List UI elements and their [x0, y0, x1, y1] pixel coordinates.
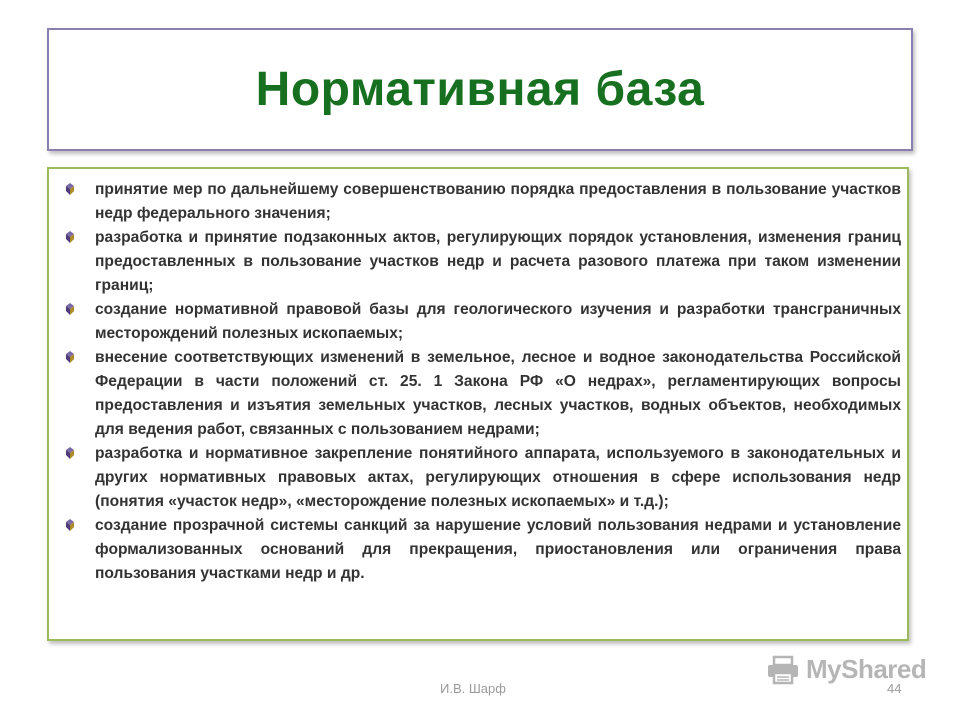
- bullet-item: [63, 442, 901, 514]
- bullet-text: разработка и нормативное закрепление понятийного аппарата, используемого в законодательных и других нормативных правовых актах, регулирующих отношения в сфере использования недр (понятия «участок недр», «месторождение полезных ископаемых» и т.д.);: [95, 445, 901, 510]
- bullet-icon: [63, 182, 77, 196]
- bullet-icon: [63, 230, 77, 244]
- bullet-text: внесение соответствующих изменений в земельное, лесное и водное законодательства Российской Федерации в части положений ст. 25. 1 Закона РФ «О недрах», регламентирующих вопросы предоставления и изъятия земельных участков, лесных участков, водных объектов, необходимых для ведения работ, связанных с пользованием недрами;: [95, 349, 901, 438]
- bullet-icon: [63, 302, 77, 316]
- slide-title: Нормативная база: [255, 63, 705, 116]
- bullet-item: [63, 514, 901, 586]
- bullet-icon: [63, 518, 77, 532]
- content-box: [47, 167, 909, 641]
- watermark-text: MyShared: [806, 654, 927, 684]
- bullet-text: создание нормативной правовой базы для геологического изучения и разработки трансграничных месторождений полезных ископаемых;: [95, 301, 901, 342]
- bullet-text: разработка и принятие подзаконных актов, регулирующих порядок установления, изменения границ предоставленных в пользование участков недр и расчета разового платежа при таком изменении границ;: [95, 229, 901, 294]
- bullet-item: [63, 298, 901, 346]
- page-number: 44: [887, 681, 902, 696]
- footer-author: И.В. Шарф: [440, 681, 506, 696]
- bullet-text: принятие мер по дальнейшему совершенствованию порядка предоставления в пользование участков недр федерального значения;: [95, 181, 901, 222]
- bullet-icon: [63, 446, 77, 460]
- bullet-item: [63, 226, 901, 298]
- printer-icon: [766, 655, 800, 685]
- bullet-item: [63, 346, 901, 442]
- bullet-text: создание прозрачной системы санкций за нарушение условий пользования недрами и установление формализованных оснований для прекращения, приостановления или ограничения права пользования участками недр и др.: [95, 517, 901, 582]
- bullet-item: [63, 178, 901, 226]
- title-box: [47, 28, 913, 151]
- bullet-list: [63, 178, 901, 586]
- bullet-icon: [63, 350, 77, 364]
- watermark: [766, 654, 926, 685]
